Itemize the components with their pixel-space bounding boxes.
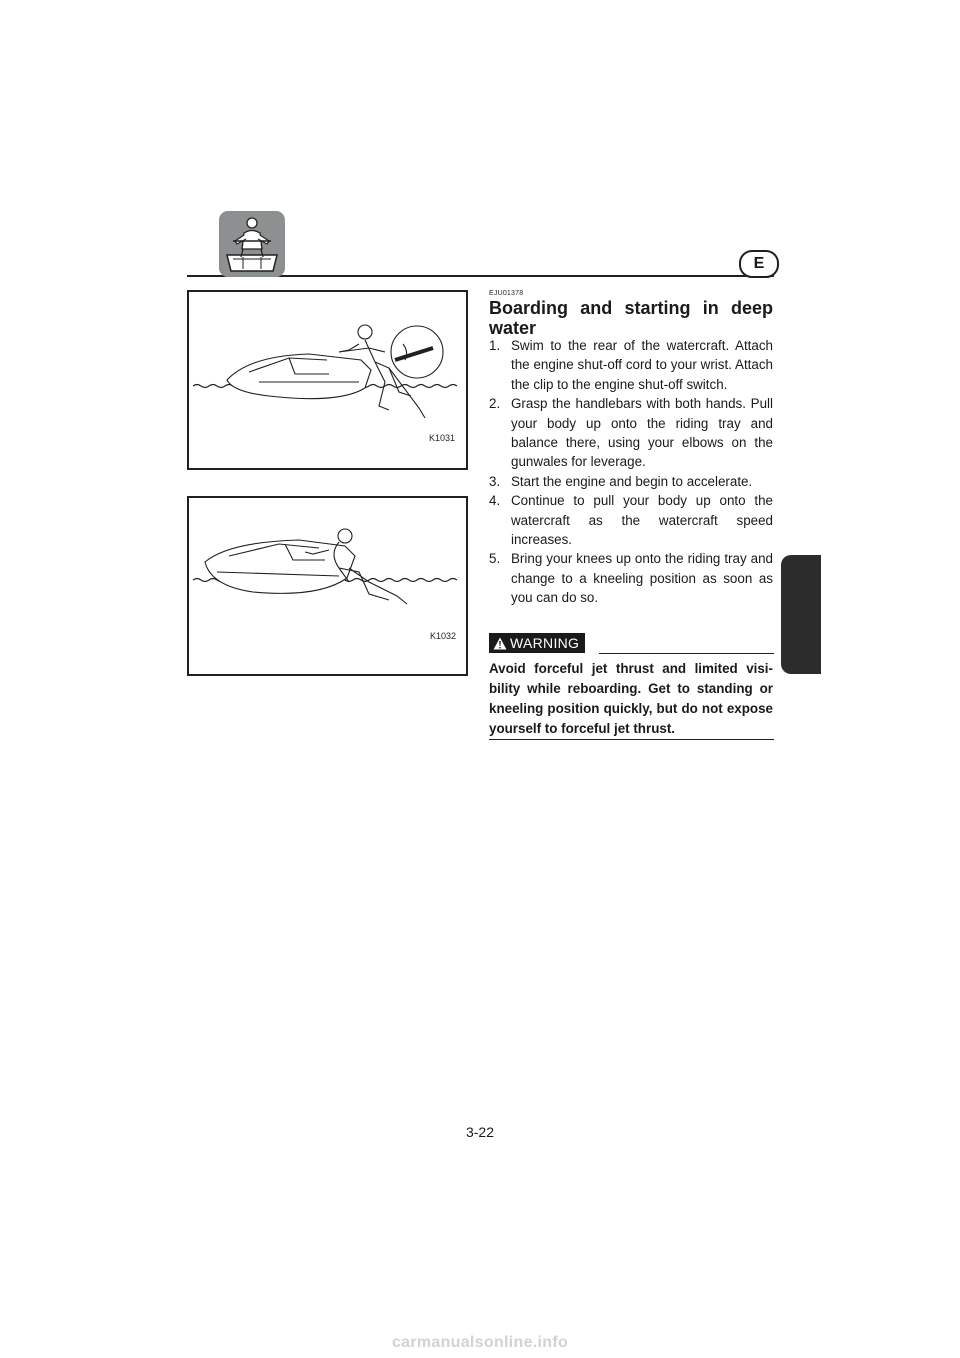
language-badge: E [739, 250, 779, 278]
list-item [489, 336, 773, 394]
step-number: 3. [489, 473, 501, 489]
page-number: 3-22 [465, 1124, 495, 1140]
step-text: Swim to the rear of the watercraft. Attach the engine shut-off cord to your wrist. Attach the clip to the engine shut-off switch. [511, 338, 773, 392]
rider-on-watercraft-icon [219, 211, 285, 277]
warning-label-text: WARNING [510, 635, 580, 651]
step-number: 5. [489, 551, 501, 567]
warning-text: Avoid forceful jet thrust and limited visi-bility while reboarding. Get to standing or kneeling position quickly, but do not expose yourself to forceful jet thrust. [489, 661, 773, 736]
list-item [489, 491, 773, 549]
figure-swimmer-boarding [187, 290, 468, 470]
warning-triangle-icon [493, 637, 507, 650]
warning-label [489, 633, 585, 653]
watermark: carmanualsonline.info [391, 1334, 569, 1351]
step-number: 2. [489, 396, 501, 412]
warning-header [489, 633, 774, 655]
chapter-tab [781, 555, 821, 674]
section-code: EJU01378 [489, 290, 524, 297]
figure-code: K1031 [429, 433, 456, 443]
swimmer-grasping-handlebar-illustration [189, 292, 466, 468]
section-heading: Boarding and starting in deep water [489, 298, 773, 338]
rider-pulling-onto-watercraft-illustration [189, 498, 466, 674]
step-text: Start the engine and begin to accelerate. [511, 473, 753, 489]
step-text: Bring your knees up onto the riding tray and change to a kneeling position as soon as you can do so. [511, 551, 773, 606]
procedure-steps [489, 336, 773, 608]
warning-end-rule [489, 739, 774, 740]
list-item [489, 549, 773, 607]
warning-rule [599, 653, 774, 654]
list-item [489, 472, 773, 491]
step-text: Continue to pull your body up onto the watercraft as the watercraft speed increases. [511, 493, 773, 548]
step-number: 4. [489, 493, 501, 509]
figure-code: K1032 [430, 631, 457, 641]
list-item [489, 394, 773, 472]
step-text: Grasp the handlebars with both hands. Pull your body up onto the riding tray and balance there, using your elbows on the gunwales for leverage. [511, 396, 773, 470]
figure-rider-pulling-up [187, 496, 468, 676]
step-number: 1. [489, 338, 501, 353]
